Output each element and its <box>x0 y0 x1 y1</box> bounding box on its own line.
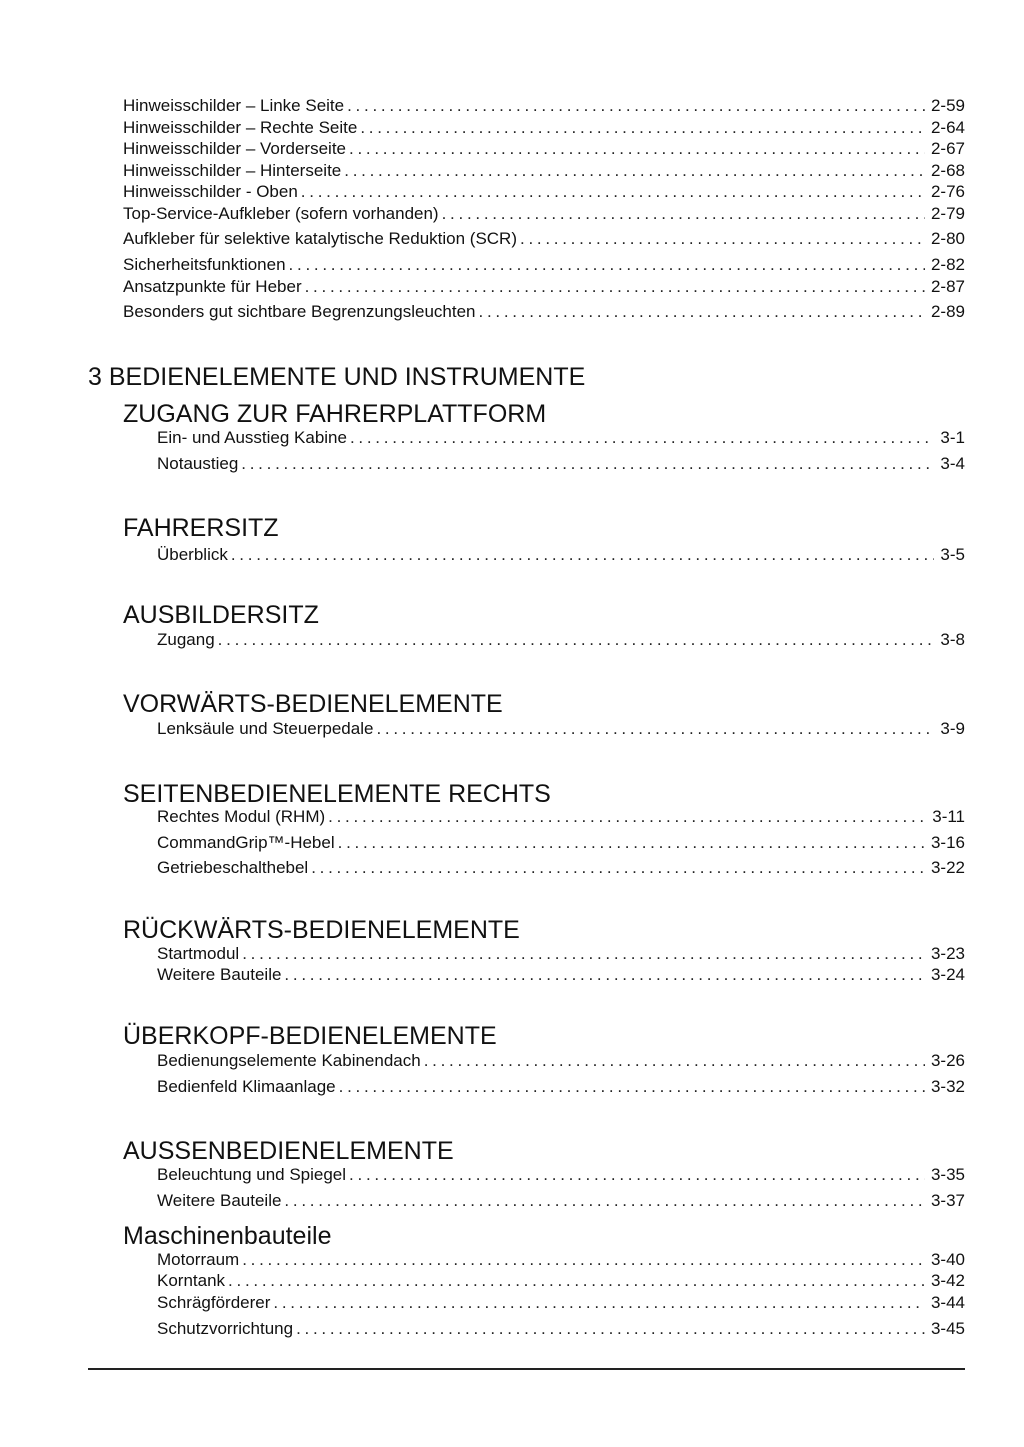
toc-entry-page: 2-67 <box>930 139 965 158</box>
toc-entry[interactable] <box>157 965 965 985</box>
dot-leader <box>360 118 925 138</box>
toc-entry-label: Ein- und Ausstieg Kabine <box>157 428 347 447</box>
toc-entry[interactable] <box>157 1165 965 1185</box>
toc-entry-page: 3-24 <box>930 965 965 984</box>
dot-leader <box>242 1250 925 1270</box>
dot-leader <box>339 1077 925 1097</box>
toc-entry-page: 3-23 <box>930 944 965 963</box>
dot-leader <box>273 1293 925 1313</box>
toc-entry[interactable] <box>157 1271 965 1291</box>
dot-leader <box>442 204 925 224</box>
toc-entry[interactable] <box>157 944 965 964</box>
dot-leader <box>479 302 925 322</box>
toc-entry-page: 3-9 <box>940 719 965 738</box>
section-title: FAHRERSITZ <box>123 514 279 542</box>
toc-entry-label: Schrägförderer <box>157 1293 271 1312</box>
dot-leader <box>344 161 925 181</box>
toc-entry-label: Aufkleber für selektive katalytische Reduktion (SCR) <box>123 229 517 248</box>
section-title: Maschinenbauteile <box>123 1222 332 1250</box>
toc-entry-page: 2-76 <box>930 182 965 201</box>
dot-leader <box>284 965 925 985</box>
toc-entry-label: Überblick <box>157 545 228 564</box>
chapter-title: 3 BEDIENELEMENTE UND INSTRUMENTE <box>88 363 586 391</box>
dot-leader <box>311 858 925 878</box>
toc-entry-page: 3-35 <box>930 1165 965 1184</box>
dot-leader <box>424 1051 925 1071</box>
toc-entry-label: Top-Service-Aufkleber (sofern vorhanden) <box>123 204 439 223</box>
toc-entry-label: Lenksäule und Steuerpedale <box>157 719 374 738</box>
toc-entry-page: 3-32 <box>930 1077 965 1096</box>
toc-entry-label: Getriebeschalthebel <box>157 858 309 877</box>
toc-entry-page: 2-79 <box>930 204 965 223</box>
toc-entry-label: Hinweisschilder - Oben <box>123 182 298 201</box>
footer-rule <box>88 1368 965 1370</box>
toc-entry-page: 3-1 <box>940 428 965 447</box>
toc-entry-page: 3-40 <box>930 1250 965 1269</box>
toc-entry[interactable] <box>123 161 965 181</box>
toc-entry-page: 3-22 <box>930 858 965 877</box>
dot-leader <box>328 807 926 827</box>
dot-leader <box>289 255 925 275</box>
toc-entry[interactable] <box>157 545 965 565</box>
toc-entry[interactable] <box>123 255 965 275</box>
toc-entry-page: 3-42 <box>930 1271 965 1290</box>
toc-entry[interactable] <box>157 1077 965 1097</box>
toc-entry-page: 2-68 <box>930 161 965 180</box>
toc-entry-page: 2-64 <box>930 118 965 137</box>
section-title: AUSSENBEDIENELEMENTE <box>123 1137 454 1165</box>
toc-entry-page: 3-44 <box>930 1293 965 1312</box>
toc-entry[interactable] <box>123 302 965 322</box>
toc-entry[interactable] <box>157 1319 965 1339</box>
toc-entry[interactable] <box>123 118 965 138</box>
dot-leader <box>305 277 925 297</box>
toc-entry-label: Hinweisschilder – Vorderseite <box>123 139 346 158</box>
toc-entry[interactable] <box>123 139 965 159</box>
dot-leader <box>228 1271 925 1291</box>
toc-entry-label: Hinweisschilder – Linke Seite <box>123 96 345 115</box>
section-title: AUSBILDERSITZ <box>123 601 319 629</box>
toc-entry[interactable] <box>157 630 965 650</box>
dot-leader <box>301 182 925 202</box>
toc-entry-page: 3-11 <box>932 807 965 826</box>
toc-entry-page: 3-16 <box>930 833 965 852</box>
toc-entry-label: Weitere Bauteile <box>157 965 282 984</box>
toc-entry[interactable] <box>157 1191 965 1211</box>
toc-entry[interactable] <box>157 1051 965 1071</box>
toc-entry-label: Ansatzpunkte für Heber <box>123 277 302 296</box>
section-title: RÜCKWÄRTS-BEDIENELEMENTE <box>123 916 520 944</box>
toc-entry-label: Rechtes Modul (RHM) <box>157 807 326 826</box>
toc-entry[interactable] <box>157 428 965 448</box>
dot-leader <box>350 428 934 448</box>
toc-entry-label: Bedienungselemente Kabinendach <box>157 1051 421 1070</box>
toc-entry[interactable] <box>157 1250 965 1270</box>
dot-leader <box>241 454 934 474</box>
toc-entry-label: Bedienfeld Klimaanlage <box>157 1077 336 1096</box>
toc-entry-label: Besonders gut sichtbare Begrenzungsleuchten <box>123 302 476 321</box>
section-title: ZUGANG ZUR FAHRERPLATTFORM <box>123 400 547 428</box>
toc-entry[interactable] <box>157 1293 965 1313</box>
toc-entry-page: 3-8 <box>940 630 965 649</box>
toc-entry-label: Hinweisschilder – Rechte Seite <box>123 118 358 137</box>
toc-entry-page: 3-45 <box>930 1319 965 1338</box>
toc-entry[interactable] <box>157 807 965 827</box>
section-title: ÜBERKOPF-BEDIENELEMENTE <box>123 1022 497 1050</box>
toc-entry[interactable] <box>157 833 965 853</box>
toc-entry[interactable] <box>157 858 965 878</box>
dot-leader <box>338 833 925 853</box>
toc-entry-page: 3-37 <box>930 1191 965 1210</box>
toc-entry[interactable] <box>123 229 965 249</box>
toc-entry-label: CommandGrip™-Hebel <box>157 833 335 852</box>
toc-entry-page: 3-26 <box>930 1051 965 1070</box>
toc-entry-page: 2-80 <box>930 229 965 248</box>
dot-leader <box>296 1319 925 1339</box>
dot-leader <box>242 944 925 964</box>
toc-entry-label: Hinweisschilder – Hinterseite <box>123 161 342 180</box>
toc-entry[interactable] <box>123 204 965 224</box>
dot-leader <box>231 545 935 565</box>
toc-entry-label: Korntank <box>157 1271 226 1290</box>
dot-leader <box>520 229 925 249</box>
toc-entry-page: 3-4 <box>940 454 965 473</box>
dot-leader <box>376 719 934 739</box>
toc-entry[interactable] <box>157 719 965 739</box>
toc-entry-label: Schutzvorrichtung <box>157 1319 294 1338</box>
toc-entry-page: 3-5 <box>940 545 965 564</box>
section-title: VORWÄRTS-BEDIENELEMENTE <box>123 690 503 718</box>
dot-leader <box>349 139 925 159</box>
toc-entry-label: Sicherheitsfunktionen <box>123 255 286 274</box>
toc-entry-label: Motorraum <box>157 1250 240 1269</box>
toc-entry-label: Startmodul <box>157 944 240 963</box>
toc-entry[interactable] <box>123 182 965 202</box>
toc-entry-page: 2-89 <box>930 302 965 321</box>
toc-entry-label: Notaustieg <box>157 454 239 473</box>
dot-leader <box>218 630 935 650</box>
toc-entry[interactable] <box>123 277 965 297</box>
toc-entry-page: 2-82 <box>930 255 965 274</box>
toc-entry-page: 2-59 <box>930 96 965 115</box>
dot-leader <box>349 1165 925 1185</box>
toc-entry[interactable] <box>123 96 965 116</box>
toc-entry-label: Beleuchtung und Spiegel <box>157 1165 347 1184</box>
dot-leader <box>284 1191 925 1211</box>
toc-entry-page: 2-87 <box>930 277 965 296</box>
toc-entry-label: Zugang <box>157 630 215 649</box>
toc-entry[interactable] <box>157 454 965 474</box>
dot-leader <box>347 96 925 116</box>
toc-entry-label: Weitere Bauteile <box>157 1191 282 1210</box>
section-title: SEITENBEDIENELEMENTE RECHTS <box>123 780 551 808</box>
